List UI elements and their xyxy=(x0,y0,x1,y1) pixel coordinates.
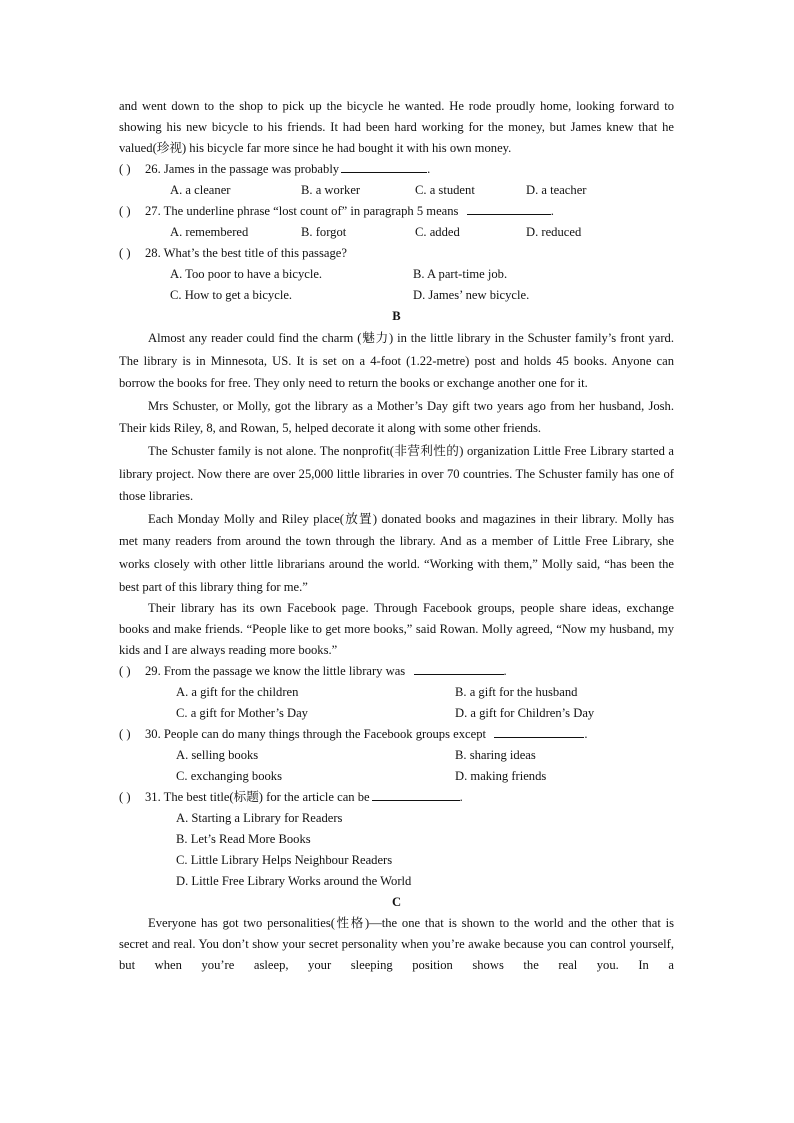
option-b[interactable]: B. A part-time job. xyxy=(413,267,508,281)
option-c[interactable]: C. Little Library Helps Neighbour Readers xyxy=(176,853,393,868)
option-a[interactable]: A. remembered xyxy=(170,225,249,239)
answer-blank[interactable] xyxy=(494,724,584,738)
answer-blank[interactable] xyxy=(414,661,504,675)
question-stem: 29. From the passage we know the little library was xyxy=(145,664,406,679)
options-27 xyxy=(119,222,674,243)
passage-paragraph: Almost any reader could find the charm (魅力) in the little library in the Schuster family’s front yard. The library is in Minnesota, US. It is set on a 4-foot (1.22-metre) post and holds 45 books. Anyone can borrow the books for free. They only need to return the books or exchange another one for it. xyxy=(119,331,674,391)
question-29 xyxy=(119,661,674,682)
option-d[interactable]: D. a teacher xyxy=(526,183,587,197)
section-b-body xyxy=(119,327,674,598)
option-c[interactable]: C. a gift for Mother’s Day xyxy=(176,706,308,721)
passage-paragraph: Everyone has got two personalities(性格)—the one that is shown to the world and the other that is secret and real. You don’t show your secret personality when you’re awake because you can control yourself, but when you’re asleep, your sleeping position shows the real you. In a xyxy=(119,916,674,973)
option-b[interactable]: B. a gift for the husband xyxy=(455,685,578,700)
options-28-row1 xyxy=(119,264,674,285)
options-26 xyxy=(119,180,674,201)
question-end: . xyxy=(584,727,588,742)
question-27 xyxy=(119,201,674,222)
option-b[interactable]: B. Let’s Read More Books xyxy=(176,832,311,847)
question-stem: 31. The best title(标题) for the article can be xyxy=(145,790,370,805)
answer-paren[interactable]: ( ) xyxy=(119,162,131,176)
answer-blank[interactable] xyxy=(372,787,460,801)
option-d[interactable]: D. Little Free Library Works around the World xyxy=(176,874,412,889)
option-a[interactable]: A. a cleaner xyxy=(170,183,231,197)
answer-paren[interactable]: ( ) xyxy=(119,727,131,742)
question-end: . xyxy=(459,790,463,805)
option-d[interactable]: D. James’ new bicycle. xyxy=(413,288,530,302)
option-d[interactable]: D. reduced xyxy=(526,225,582,239)
options-29-row1 xyxy=(119,682,674,703)
question-stem: 27. The underline phrase “lost count of” in paragraph 5 means xyxy=(145,204,459,218)
content-column xyxy=(119,96,674,976)
passage-paragraph: Mrs Schuster, or Molly, got the library as a Mother’s Day gift two years ago from her husband, Josh. Their kids Riley, 8, and Rowan, 5, helped decorate it along with some other friends. xyxy=(119,398,674,436)
answer-paren[interactable]: ( ) xyxy=(119,204,131,218)
option-d[interactable]: D. making friends xyxy=(455,769,547,784)
answer-paren[interactable]: ( ) xyxy=(119,246,131,260)
options-30-row1 xyxy=(119,745,674,766)
options-29-row2 xyxy=(119,703,674,724)
question-stem: 30. People can do many things through the Facebook groups except xyxy=(145,727,487,742)
question-30 xyxy=(119,724,674,745)
answer-paren[interactable]: ( ) xyxy=(119,664,131,679)
question-end: . xyxy=(503,664,507,679)
option-d[interactable]: D. a gift for Children’s Day xyxy=(455,706,595,721)
option-b[interactable]: B. a worker xyxy=(301,183,361,197)
question-28 xyxy=(119,243,674,264)
option-b[interactable]: B. sharing ideas xyxy=(455,748,536,763)
question-end: . xyxy=(550,204,554,218)
question-31 xyxy=(119,787,674,808)
question-26 xyxy=(119,159,674,180)
options-28-row2 xyxy=(119,285,674,306)
section-heading-c: C xyxy=(391,895,402,910)
question-stem: 26. James in the passage was probably xyxy=(145,162,340,176)
option-c[interactable]: C. a student xyxy=(415,183,475,197)
option-c[interactable]: C. How to get a bicycle. xyxy=(170,288,293,302)
question-end: . xyxy=(427,162,431,176)
option-c[interactable]: C. exchanging books xyxy=(176,769,282,784)
answer-paren[interactable]: ( ) xyxy=(119,790,131,805)
passage-paragraph: Their library has its own Facebook page. Through Facebook groups, people share ideas, exchange books and make friends. “People like to get more books,” said Rowan. Molly agreed, “Now my husband, my kids and I are always reading more books.” xyxy=(119,601,674,658)
passage-paragraph: The Schuster family is not alone. The nonprofit(非营利性的) organization Little Free Library started a library project. Now there are over 25,000 little libraries in over 70 countries. The Schuster family has one of those libraries. xyxy=(119,443,674,504)
intro-paragraph: and went down to the shop to pick up the bicycle he wanted. He rode proudly home, looking forward to showing his new bicycle to his friends. It had been hard working for the money, but James knew that he valued(珍视) his bicycle far more since he had bought it with his own money. xyxy=(119,99,674,155)
answer-blank[interactable] xyxy=(467,201,551,215)
options-30-row2 xyxy=(119,766,674,787)
option-a[interactable]: A. a gift for the children xyxy=(176,685,299,700)
answer-blank[interactable] xyxy=(341,159,427,173)
option-a[interactable]: A. selling books xyxy=(176,748,259,763)
section-b-body-cont xyxy=(119,598,674,661)
option-a[interactable]: A. Starting a Library for Readers xyxy=(176,811,343,826)
option-b[interactable]: B. forgot xyxy=(301,225,347,239)
option-a[interactable]: A. Too poor to have a bicycle. xyxy=(170,267,323,281)
option-c[interactable]: C. added xyxy=(415,225,460,239)
question-stem: 28. What’s the best title of this passage? xyxy=(145,246,347,260)
passage-paragraph: Each Monday Molly and Riley place(放置) donated books and magazines in their library. Molly has met many readers from around the town through the library. And as a member of Little Free Library, she works closely with other little librarians around the world. “Working with them,” Molly said, “has been the best part of this library thing for me.” xyxy=(119,511,674,594)
section-heading-b: B xyxy=(392,309,401,323)
